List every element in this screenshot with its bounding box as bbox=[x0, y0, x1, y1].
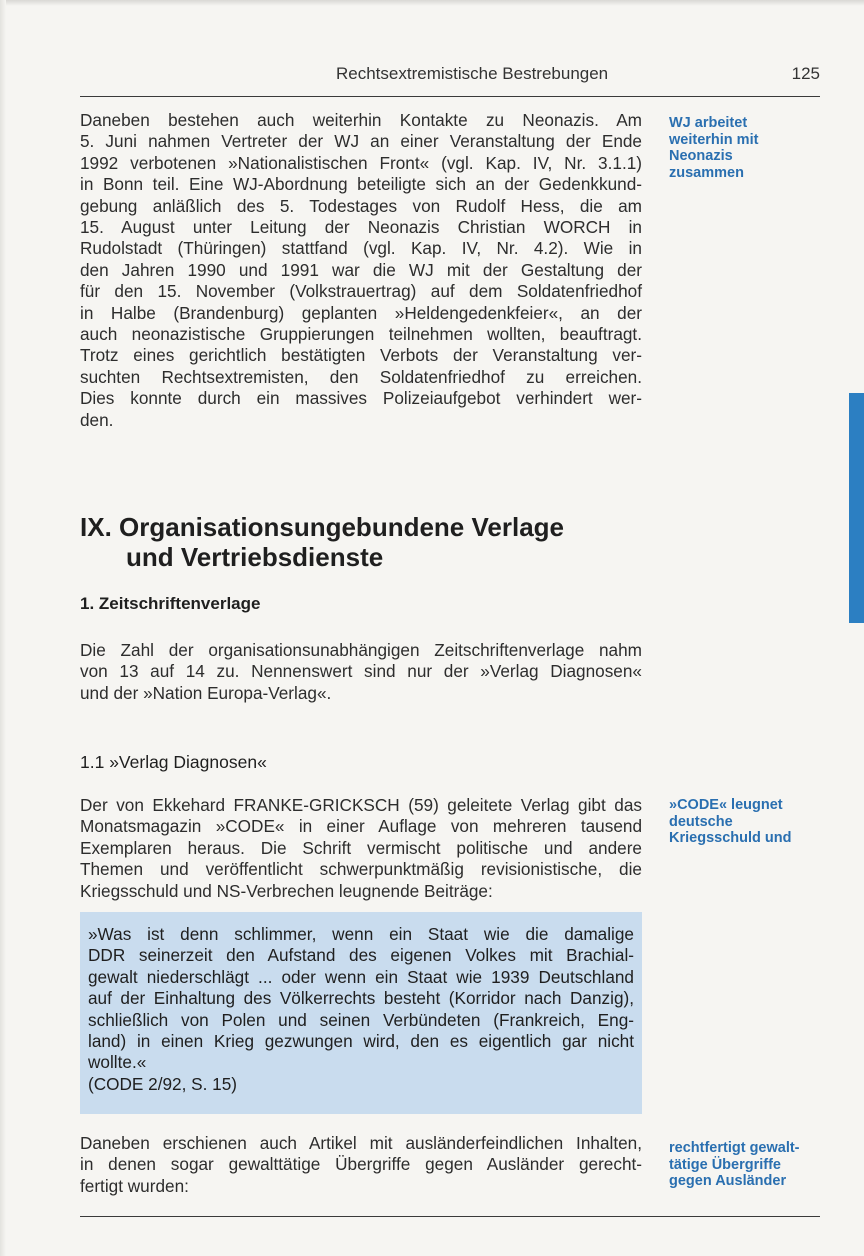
text-line: auch neonazistische Gruppierungen teilnehmen wollten, beauftragt. bbox=[80, 324, 642, 345]
margin-note-line: WJ arbeitet bbox=[669, 115, 748, 131]
text-line: Exemplaren heraus. Die Schrift vermischt politische und andere bbox=[80, 837, 642, 858]
running-title: Rechtsextremistische Bestrebungen bbox=[336, 64, 609, 83]
text-line: den. bbox=[80, 409, 114, 430]
text-line: gebung anläßlich des 5. Todestages von Rudolf Hess, die am bbox=[80, 195, 642, 216]
quote-text bbox=[88, 924, 634, 1095]
text-line: Rudolstadt (Thüringen) stattfand (vgl. Kap. IV, Nr. 4.2). Wie in bbox=[80, 238, 642, 259]
text-line: suchten Rechtsextremisten, den Soldatenfriedhof zu erreichen. bbox=[80, 366, 642, 387]
paragraph-publishers bbox=[80, 640, 642, 704]
margin-note-code bbox=[669, 797, 839, 847]
text-line: fertigt wurden: bbox=[80, 1175, 189, 1196]
paragraph-xenophobic-articles bbox=[80, 1133, 642, 1197]
text-line: für den 15. November (Volkstrauertrag) auf dem Soldatenfriedhof bbox=[80, 281, 642, 302]
margin-note-line: rechtfertigt gewalt- bbox=[669, 1140, 800, 1156]
text-line: 15. August unter Leitung der Neonazis Christian WORCH in bbox=[80, 217, 642, 238]
chapter-edge-tab bbox=[849, 393, 864, 623]
text-line: Themen und veröffentlicht schwerpunktmäßig revisionistische, die bbox=[80, 859, 642, 880]
page-edge-left bbox=[0, 0, 6, 1256]
margin-note-line: tätige Übergriffe bbox=[669, 1156, 781, 1173]
margin-note-line: Kriegsschuld und bbox=[669, 830, 792, 846]
margin-note-line: gegen Ausländer bbox=[669, 1173, 787, 1189]
margin-note-line: weiterhin mit bbox=[669, 131, 759, 148]
subsection-heading: 1.1 »Verlag Diagnosen« bbox=[80, 752, 267, 772]
quote-line: gewalt niederschlägt ... oder wenn ein Staat wie 1939 Deutschland bbox=[88, 966, 634, 987]
page-number: 125 bbox=[791, 64, 820, 83]
text-line: in Bonn teil. Eine WJ-Abordnung beteiligte sich an der Gedenkkund- bbox=[80, 174, 642, 195]
margin-note-line: Neonazis bbox=[669, 148, 733, 164]
margin-note-line: zusammen bbox=[669, 164, 744, 181]
text-line: Trotz eines gerichtlich bestätigten Verbots der Veranstaltung ver- bbox=[80, 345, 642, 366]
text-line: von 13 auf 14 zu. Nennenswert sind nur der »Verlag Diagnosen« bbox=[80, 661, 642, 682]
text-line: Die Zahl der organisationsunabhängigen Zeitschriftenverlage nahm bbox=[80, 640, 642, 660]
text-line: 5. Juni nahmen Vertreter der WJ an einer Veranstaltung der Ende bbox=[80, 131, 642, 152]
paragraph-wj-contacts bbox=[80, 110, 642, 431]
text-line: Daneben erschienen auch Artikel mit ausländerfeindlichen Inhalten, bbox=[80, 1133, 642, 1153]
text-line: Daneben bestehen auch weiterhin Kontakte zu Neonazis. Am bbox=[80, 110, 642, 130]
page-edge-top bbox=[0, 0, 864, 6]
text-line: und der »Nation Europa-Verlag«. bbox=[80, 682, 332, 703]
quote-line: land) in einen Krieg gezwungen wird, den es eigentlich gar nicht bbox=[88, 1031, 634, 1052]
margin-note-violence bbox=[669, 1140, 839, 1190]
quote-line: DDR seinerzeit den Aufstand des eigenen Volkes mit Brachial- bbox=[88, 945, 634, 966]
text-line: in Halbe (Brandenburg) geplanten »Heldengedenkfeier«, an der bbox=[80, 302, 642, 323]
quote-line: »Was ist denn schlimmer, wenn ein Staat wie die damalige bbox=[88, 924, 634, 944]
quote-line: wollte.« bbox=[88, 1052, 147, 1073]
section-heading: 1. Zeitschriftenverlage bbox=[80, 594, 261, 613]
quote-source: (CODE 2/92, S. 15) bbox=[88, 1073, 238, 1094]
chapter-heading-line2: und Vertriebsdienste bbox=[126, 542, 384, 572]
chapter-heading-line1: IX. Organisationsungebundene Verlage bbox=[80, 512, 564, 542]
text-line: den Jahren 1990 und 1991 war die WJ mit der Gestaltung der bbox=[80, 259, 642, 280]
chapter-heading bbox=[80, 512, 680, 572]
text-line: in denen sogar gewalttätige Übergriffe gegen Ausländer gerecht- bbox=[80, 1154, 642, 1175]
text-line: Kriegsschuld und NS-Verbrechen leugnende Beiträge: bbox=[80, 880, 493, 901]
margin-note-wj bbox=[669, 115, 839, 181]
text-line: Dies konnte durch ein massives Polizeiaufgebot verhindert wer- bbox=[80, 388, 642, 409]
quote-line: auf der Einhaltung des Völkerrechts besteht (Korridor nach Danzig), bbox=[88, 988, 634, 1009]
paragraph-code-magazine bbox=[80, 795, 642, 902]
running-header bbox=[80, 62, 820, 97]
quote-line: schließlich von Polen und seinen Verbündeten (Frankreich, Eng- bbox=[88, 1009, 634, 1030]
footer-rule bbox=[80, 1216, 820, 1217]
text-line: Monatsmagazin »CODE« in einer Auflage von mehreren tausend bbox=[80, 816, 642, 837]
text-line: Der von Ekkehard FRANKE-GRICKSCH (59) geleitete Verlag gibt das bbox=[80, 795, 642, 815]
margin-note-line: deutsche bbox=[669, 813, 733, 830]
text-line: 1992 verbotenen »Nationalistischen Front« (vgl. Kap. IV, Nr. 3.1.1) bbox=[80, 152, 642, 173]
margin-note-line: »CODE« leugnet bbox=[669, 797, 783, 813]
